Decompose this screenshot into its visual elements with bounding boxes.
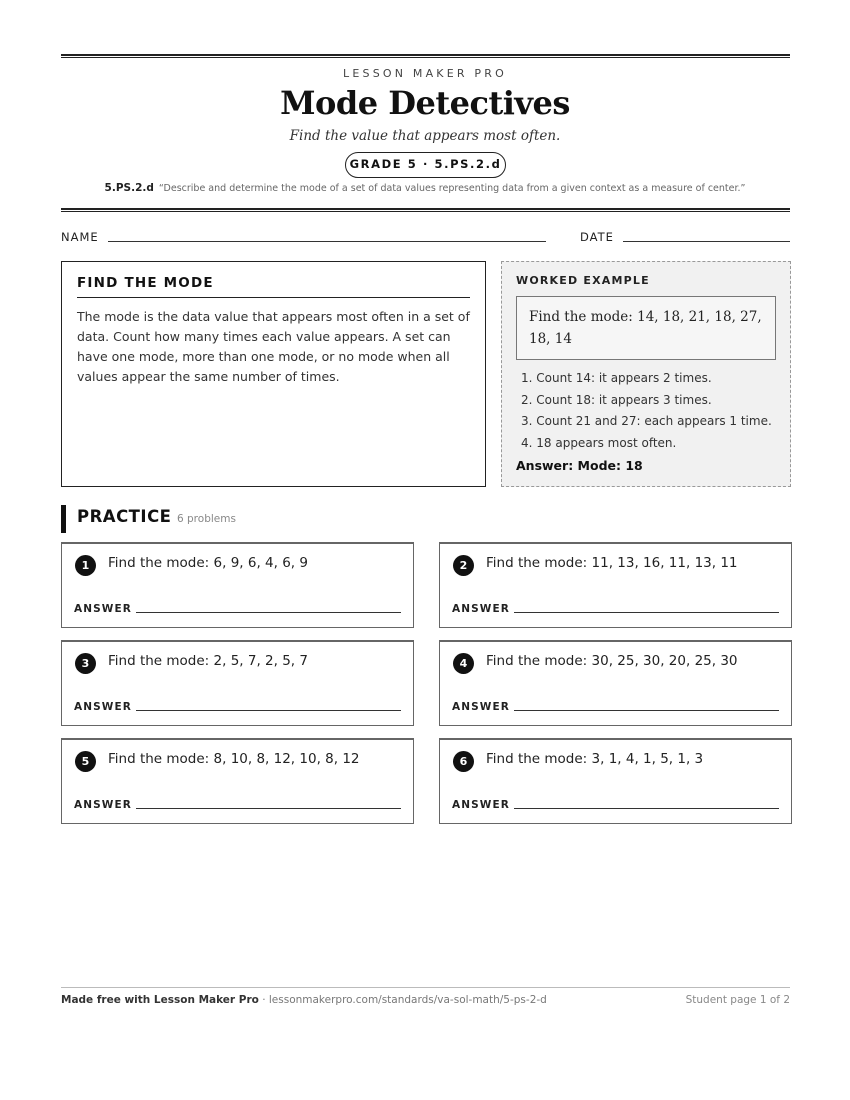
answer-label: ANSWER xyxy=(452,603,510,615)
problem-number: 4 xyxy=(453,653,474,674)
header-bottom-rule xyxy=(61,208,790,212)
practice-accent-bar xyxy=(61,505,66,533)
practice-count: 6 problems xyxy=(177,513,236,525)
problem-text: Find the mode: 6, 9, 6, 4, 6, 9 xyxy=(108,555,308,571)
footer-rule xyxy=(61,987,790,988)
answer-label: ANSWER xyxy=(74,603,132,615)
footer-credit xyxy=(61,994,547,1006)
brand-name: LESSON MAKER PRO xyxy=(343,67,507,80)
worked-step: 2. Count 18: it appears 3 times. xyxy=(521,392,712,407)
problem-number: 6 xyxy=(453,751,474,772)
standard-line xyxy=(0,182,850,194)
practice-heading: PRACTICE xyxy=(77,507,172,526)
date-label: DATE xyxy=(580,230,614,244)
answer-field[interactable] xyxy=(514,808,779,809)
problem-card-1 xyxy=(61,542,414,628)
concept-heading: FIND THE MODE xyxy=(77,275,470,298)
footer-made-with: Made free with Lesson Maker Pro xyxy=(61,994,259,1006)
concept-body: The mode is the data value that appears most often in a set of data. Count how many times each value appears. A set can have one mode, more than one mode, or no mode when all values appear the same number of times. xyxy=(77,309,470,384)
problem-text: Find the mode: 3, 1, 4, 1, 5, 1, 3 xyxy=(486,751,704,767)
problem-number: 2 xyxy=(453,555,474,576)
name-label: NAME xyxy=(61,230,99,244)
answer-label: ANSWER xyxy=(452,701,510,713)
worked-example-steps xyxy=(516,368,776,454)
page-subtitle: Find the value that appears most often. xyxy=(289,128,561,144)
problem-text: Find the mode: 8, 10, 8, 12, 10, 8, 12 xyxy=(108,751,360,767)
top-rule xyxy=(61,54,790,58)
page-title: Mode Detectives xyxy=(280,84,570,122)
problem-text: Find the mode: 2, 5, 7, 2, 5, 7 xyxy=(108,653,308,669)
worked-step: 1. Count 14: it appears 2 times. xyxy=(521,371,712,385)
answer-label: ANSWER xyxy=(452,799,510,811)
answer-field[interactable] xyxy=(136,808,401,809)
problem-card-2 xyxy=(439,542,792,628)
problem-number: 3 xyxy=(75,653,96,674)
problem-number: 5 xyxy=(75,751,96,772)
problem-card-4 xyxy=(439,640,792,726)
answer-field[interactable] xyxy=(136,612,401,613)
worked-example-problem: Find the mode: 14, 18, 21, 18, 27, 18, 14 xyxy=(516,296,776,360)
worked-example-box xyxy=(501,261,791,487)
concept-box xyxy=(61,261,486,487)
answer-field[interactable] xyxy=(514,612,779,613)
standard-description: “Describe and determine the mode of a set of data values representing data from a given context as a measure of center.” xyxy=(158,183,746,194)
answer-label: ANSWER xyxy=(74,701,132,713)
worked-example-answer: Answer: Mode: 18 xyxy=(516,458,643,473)
standard-code: 5.PS.2.d xyxy=(104,182,154,194)
footer-url[interactable]: · lessonmakerpro.com/standards/va-sol-math/5-ps-2-d xyxy=(258,994,547,1006)
worked-example-heading: WORKED EXAMPLE xyxy=(516,274,650,287)
answer-field[interactable] xyxy=(514,710,779,711)
problem-text: Find the mode: 11, 13, 16, 11, 13, 11 xyxy=(486,555,738,571)
problem-number: 1 xyxy=(75,555,96,576)
problem-text: Find the mode: 30, 25, 30, 20, 25, 30 xyxy=(486,653,738,669)
answer-label: ANSWER xyxy=(74,799,132,811)
grade-badge: GRADE 5 · 5.PS.2.d xyxy=(345,152,506,178)
answer-field[interactable] xyxy=(136,710,401,711)
problem-card-3 xyxy=(61,640,414,726)
problem-card-5 xyxy=(61,738,414,824)
footer-page-number: Student page 1 of 2 xyxy=(685,994,790,1006)
date-field[interactable] xyxy=(623,241,790,242)
worked-step: 4. 18 appears most often. xyxy=(521,435,677,450)
worked-step: 3. Count 21 and 27: each appears 1 time. xyxy=(521,414,772,428)
name-field[interactable] xyxy=(108,241,546,242)
problem-card-6 xyxy=(439,738,792,824)
